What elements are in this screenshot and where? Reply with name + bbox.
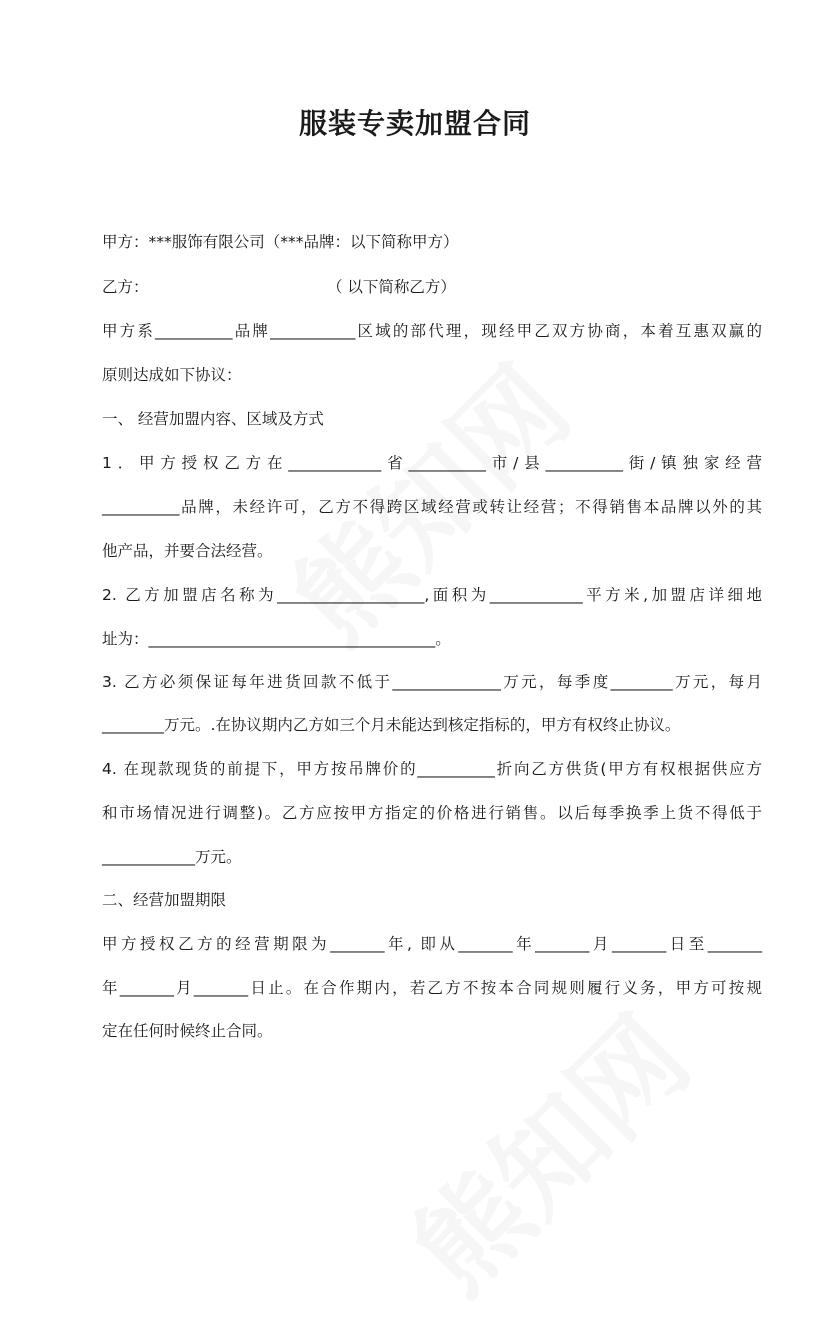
clause-2-line-1: 2. 乙方加盟店名称为___________________,面积为____________平方米,加盟店详细地 <box>102 586 762 604</box>
clause-4-line-1: 4. 在现款现货的前提下，甲方按吊牌价的__________折向乙方供货(甲方有权根据供应方 <box>102 760 762 778</box>
clause-4-line-2: 和市场情况进行调整)。乙方应按甲方指定的价格进行销售。以后每季换季上货不得低于 <box>102 804 762 822</box>
clause-1-line-3: 他产品，并要合法经营。 <box>102 542 273 560</box>
clause-1-line-1: 1．甲方授权乙方在____________省__________市/县__________街/镇独家经营 <box>102 454 762 472</box>
clause-2-line-2: 址为：_____________________________________。 <box>102 630 451 648</box>
section-1-heading: 一、 经营加盟内容、区域及方式 <box>102 410 324 428</box>
party-b-label: 乙方： <box>102 278 149 296</box>
clause-5-line-2: 年_______月_______日止。在合作期内，若乙方不按本合同规则履行义务，甲方可按规 <box>102 979 762 997</box>
clause-1-line-2: __________品牌，未经许可，乙方不得跨区域经营或转让经营；不得销售本品牌以外的其 <box>102 498 762 516</box>
contract-title: 服装专卖加盟合同 <box>298 107 531 140</box>
section-2-heading: 二、经营加盟期限 <box>102 891 227 909</box>
clause-5-line-1: 甲方授权乙方的经营期限为_______年, 即从_______年_______月_______日至_______ <box>102 935 762 953</box>
party-b-line <box>102 277 762 297</box>
intro-line-2: 原则达成如下协议： <box>102 366 242 384</box>
clause-3-line-1: 3. 乙方必须保证每年进货回款不低于______________万元，每季度________万元，每月 <box>102 673 762 691</box>
intro-line-1: 甲方系__________品牌___________区域的部代理，现经甲乙双方协商，本着互惠双赢的 <box>102 322 762 340</box>
clause-5-line-3: 定在任何时候终止合同。 <box>102 1022 273 1040</box>
clause-3-line-2: ________万元。.在协议期内乙方如三个月未能达到核定指标的，甲方有权终止协议。 <box>102 716 681 734</box>
party-b-note: （ 以下简称乙方） <box>327 278 456 296</box>
clause-4-line-3: ____________万元。 <box>102 848 242 866</box>
party-a-line: 甲方：***服饰有限公司（***品牌：以下简称甲方） <box>102 233 459 251</box>
